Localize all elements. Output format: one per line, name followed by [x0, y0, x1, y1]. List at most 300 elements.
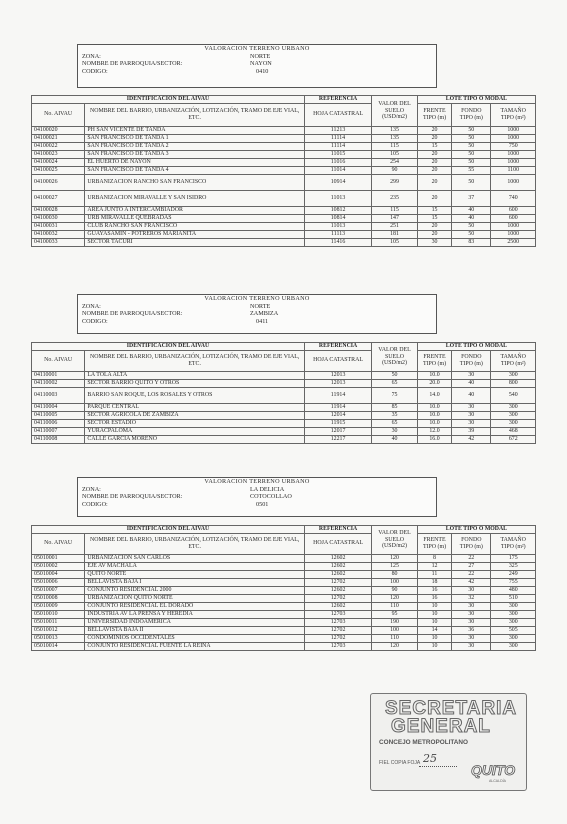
- table-row: [32, 562, 536, 570]
- hoja-catastral: 12013: [304, 379, 371, 387]
- hoja-catastral-header: HOJA CATASTRAL: [304, 533, 371, 554]
- tamano-tipo: 1100: [491, 166, 536, 174]
- frente-tipo: 10.0: [417, 411, 451, 419]
- valor-suelo: 100: [372, 626, 418, 634]
- nombre-header: NOMBRE DEL BARRIO, URBANIZACIÓN, LOTIZACIÓN, TRAMO DE EJE VIAL, ETC.: [85, 533, 305, 554]
- hoja-catastral: 12703: [304, 642, 371, 650]
- valor-suelo: 251: [372, 222, 418, 230]
- tamano-tipo: 1000: [491, 174, 536, 190]
- frente-tipo: 10.0: [417, 371, 451, 379]
- fondo-tipo: 50: [452, 230, 491, 238]
- barrio-name: PARQUE CENTRAL: [85, 403, 305, 411]
- tamano-tipo: 2500: [491, 238, 536, 246]
- barrio-name: BELLAVISTA BAJA I: [85, 578, 305, 586]
- frente-tipo: 20: [417, 174, 451, 190]
- fondo-tipo: 39: [452, 427, 491, 435]
- codigo-value: 0411: [256, 317, 269, 325]
- hoja-catastral: 12702: [304, 594, 371, 602]
- tamano-tipo: 300: [491, 411, 536, 419]
- hoja-catastral: 12703: [304, 618, 371, 626]
- table-row: [32, 554, 536, 562]
- aivau-code: 05010002: [32, 562, 85, 570]
- frente-tipo: 16.0: [417, 435, 451, 443]
- no-aivau-header: No. AIVAU: [32, 103, 85, 126]
- tamano-tipo: 672: [491, 435, 536, 443]
- fondo-tipo: 36: [452, 626, 491, 634]
- valor-suelo: 105: [372, 150, 418, 158]
- aivau-code: 04110003: [32, 387, 85, 403]
- frente-tipo: 12.0: [417, 427, 451, 435]
- zona-label: ZONA:: [82, 302, 101, 310]
- no-aivau-header: No. AIVAU: [32, 350, 85, 371]
- table-row: [32, 174, 536, 190]
- barrio-name: CONJUNTO RESIDENCIAL FUENTE LA REINA: [85, 642, 305, 650]
- aivau-code: 04100031: [32, 222, 85, 230]
- aivau-code: 05010014: [32, 642, 85, 650]
- aivau-code: 04110001: [32, 371, 85, 379]
- hoja-catastral: 12013: [304, 371, 371, 379]
- table-row: [32, 126, 536, 134]
- table-row: [32, 238, 536, 246]
- valor-suelo: 125: [372, 562, 418, 570]
- fondo-tipo: 42: [452, 578, 491, 586]
- barrio-name: LA TOLA ALTA: [85, 371, 305, 379]
- parroquia-label: NOMBRE DE PARROQUIA/SECTOR:: [82, 60, 183, 68]
- parroquia-label: NOMBRE DE PARROQUIA/SECTOR:: [82, 493, 183, 501]
- section-title: VALORACION TERRENO URBANO: [204, 45, 310, 52]
- tamano-tipo: 1000: [491, 222, 536, 230]
- aivau-code: 05010012: [32, 626, 85, 634]
- hoja-catastral: 10812: [304, 206, 371, 214]
- valor-suelo: 120: [372, 554, 418, 562]
- barrio-name: URBANIZACION SAN CARLOS: [85, 554, 305, 562]
- fondo-tipo: 27: [452, 562, 491, 570]
- valor-suelo: 147: [372, 214, 418, 222]
- hoja-catastral: 10814: [304, 214, 371, 222]
- quito-logo: QUITO: [471, 762, 516, 778]
- barrio-name: YURACPALOMA: [85, 427, 305, 435]
- frente-tipo: 8: [417, 554, 451, 562]
- valor-suelo: 235: [372, 190, 418, 206]
- hoja-catastral: 12702: [304, 626, 371, 634]
- ident-header: IDENTIFICACION DEL AIVAU: [32, 343, 305, 351]
- fondo-tipo: 30: [452, 586, 491, 594]
- valor-suelo: 95: [372, 610, 418, 618]
- tamano-tipo: 300: [491, 371, 536, 379]
- barrio-name: PH SAN VICENTE DE TANDA: [85, 126, 305, 134]
- aivau-code: 04110007: [32, 427, 85, 435]
- table-row: [32, 602, 536, 610]
- fondo-tipo: 40: [452, 379, 491, 387]
- hoja-catastral: 11015: [304, 150, 371, 158]
- frente-tipo: 15: [417, 206, 451, 214]
- table-row: [32, 578, 536, 586]
- barrio-name: CONJUNTO RESIDENCIAL 2000: [85, 586, 305, 594]
- hoja-catastral: 11915: [304, 419, 371, 427]
- tamano-tipo: 300: [491, 634, 536, 642]
- aivau-code: 04100033: [32, 238, 85, 246]
- table-row: [32, 419, 536, 427]
- table-row: [32, 570, 536, 578]
- barrio-name: CALLE GARCIA MORENO: [85, 435, 305, 443]
- table-row: [32, 134, 536, 142]
- fondo-tipo: 30: [452, 634, 491, 642]
- hoja-catastral: 12703: [304, 610, 371, 618]
- fondo-tipo: 30: [452, 403, 491, 411]
- hoja-catastral: 11014: [304, 166, 371, 174]
- hoja-catastral: 11114: [304, 134, 371, 142]
- barrio-name: SAN FRANCISCO DE TANDA 2: [85, 142, 305, 150]
- barrio-name: EL HUERTO DE NAYON: [85, 158, 305, 166]
- aivau-code: 05010006: [32, 578, 85, 586]
- fondo-tipo: 22: [452, 554, 491, 562]
- barrio-name: EJE AV MACHALA: [85, 562, 305, 570]
- tamano-tipo: 505: [491, 626, 536, 634]
- hoja-catastral: 11213: [304, 126, 371, 134]
- fondo-tipo: 30: [452, 411, 491, 419]
- frente-tipo: 10: [417, 610, 451, 618]
- valor-suelo: 190: [372, 618, 418, 626]
- valor-suelo: 85: [372, 403, 418, 411]
- aivau-code: 05010009: [32, 602, 85, 610]
- aivau-code: 05010001: [32, 554, 85, 562]
- barrio-name: CONJUNTO RESIDENCIAL EL DORADO: [85, 602, 305, 610]
- zona-value: LA DELICIA: [250, 485, 285, 493]
- valor-suelo: 120: [372, 642, 418, 650]
- referencia-header: REFERENCIA: [304, 343, 371, 351]
- hoja-catastral: 12702: [304, 578, 371, 586]
- aivau-code: 04110008: [32, 435, 85, 443]
- barrio-name: INDUSTRIA AV LA PRENSA Y HEREDIA: [85, 610, 305, 618]
- stamp-foja-line: [419, 766, 457, 767]
- aivau-code: 04100026: [32, 174, 85, 190]
- table-row: [32, 230, 536, 238]
- aivau-code: 05010007: [32, 586, 85, 594]
- fondo-tipo: 30: [452, 419, 491, 427]
- frente-header: FRENTE TIPO (m): [417, 103, 451, 126]
- valor-suelo: 90: [372, 166, 418, 174]
- tamano-tipo: 300: [491, 602, 536, 610]
- zona-value: NORTE: [250, 52, 271, 60]
- frente-tipo: 20: [417, 126, 451, 134]
- valor-header: VALOR DEL SUELO (USD/m2): [372, 526, 418, 555]
- table-row: [32, 427, 536, 435]
- hoja-catastral: 11914: [304, 403, 371, 411]
- hoja-catastral: 12602: [304, 570, 371, 578]
- frente-tipo: 15: [417, 214, 451, 222]
- tamano-tipo: 755: [491, 578, 536, 586]
- fondo-tipo: 55: [452, 166, 491, 174]
- fondo-tipo: 83: [452, 238, 491, 246]
- tamano-tipo: 740: [491, 190, 536, 206]
- hoja-catastral: 12014: [304, 411, 371, 419]
- frente-tipo: 20: [417, 134, 451, 142]
- table-row: [32, 610, 536, 618]
- valor-suelo: 115: [372, 142, 418, 150]
- parroquia-value: NAYON: [250, 60, 272, 68]
- barrio-name: SAN FRANCISCO DE TANDA 4: [85, 166, 305, 174]
- aivau-code: 04100024: [32, 158, 85, 166]
- tamano-header: TAMAÑO TIPO (m²): [491, 103, 536, 126]
- quito-logo-sub: ALCALDÍA: [489, 779, 506, 783]
- barrio-name: SAN FRANCISCO DE TANDA 3: [85, 150, 305, 158]
- tamano-tipo: 600: [491, 214, 536, 222]
- barrio-name: SECTOR ESTADIO: [85, 419, 305, 427]
- hoja-catastral: 12602: [304, 586, 371, 594]
- valor-suelo: 75: [372, 387, 418, 403]
- section-header-zambiza: [77, 294, 437, 334]
- hoja-catastral: 11013: [304, 190, 371, 206]
- fondo-header: FONDO TIPO (m): [452, 103, 491, 126]
- barrio-name: SECTOR AGRICOLA DE ZAMBIZA: [85, 411, 305, 419]
- section-header-nayon: [77, 44, 437, 88]
- frente-header: FRENTE TIPO (m): [417, 350, 451, 371]
- fondo-header: FONDO TIPO (m): [452, 533, 491, 554]
- tamano-tipo: 300: [491, 618, 536, 626]
- table-row: [32, 166, 536, 174]
- frente-tipo: 20: [417, 190, 451, 206]
- frente-tipo: 20: [417, 150, 451, 158]
- valuation-table-zambiza: [31, 342, 536, 444]
- referencia-header: REFERENCIA: [304, 96, 371, 104]
- tamano-tipo: 540: [491, 387, 536, 403]
- zona-label: ZONA:: [82, 485, 101, 493]
- valor-suelo: 110: [372, 602, 418, 610]
- aivau-code: 05010010: [32, 610, 85, 618]
- tamano-tipo: 1000: [491, 134, 536, 142]
- aivau-code: 04100023: [32, 150, 85, 158]
- hoja-catastral: 11016: [304, 158, 371, 166]
- aivau-code: 04100020: [32, 126, 85, 134]
- fondo-tipo: 40: [452, 206, 491, 214]
- tamano-tipo: 300: [491, 419, 536, 427]
- barrio-name: URBANIZACION QUITO NORTE: [85, 594, 305, 602]
- valor-suelo: 30: [372, 427, 418, 435]
- table-row: [32, 158, 536, 166]
- fondo-tipo: 50: [452, 150, 491, 158]
- barrio-name: UNIVERSIDAD INDOAMERICA: [85, 618, 305, 626]
- nombre-header: NOMBRE DEL BARRIO, URBANIZACIÓN, LOTIZACIÓN, TRAMO DE EJE VIAL, ETC.: [85, 350, 305, 371]
- ident-header: IDENTIFICACION DEL AIVAU: [32, 96, 305, 104]
- aivau-code: 04100022: [32, 142, 85, 150]
- aivau-code: 04100028: [32, 206, 85, 214]
- tamano-header: TAMAÑO TIPO (m²): [491, 350, 536, 371]
- fondo-tipo: 40: [452, 387, 491, 403]
- valor-suelo: 50: [372, 371, 418, 379]
- fondo-tipo: 50: [452, 158, 491, 166]
- tamano-tipo: 468: [491, 427, 536, 435]
- hoja-catastral: 12602: [304, 602, 371, 610]
- tamano-tipo: 300: [491, 403, 536, 411]
- hoja-catastral: 11013: [304, 222, 371, 230]
- ident-header: IDENTIFICACION DEL AIVAU: [32, 526, 305, 534]
- frente-tipo: 16: [417, 586, 451, 594]
- table-row: [32, 642, 536, 650]
- valor-suelo: 80: [372, 570, 418, 578]
- codigo-value: 0410: [256, 67, 269, 75]
- valor-suelo: 35: [372, 411, 418, 419]
- frente-tipo: 20: [417, 166, 451, 174]
- valuation-table-cotocollao: [31, 525, 536, 651]
- valor-suelo: 65: [372, 419, 418, 427]
- aivau-code: 05010013: [32, 634, 85, 642]
- valor-suelo: 135: [372, 134, 418, 142]
- fondo-tipo: 30: [452, 618, 491, 626]
- frente-tipo: 18: [417, 578, 451, 586]
- zona-value: NORTE: [250, 302, 271, 310]
- aivau-code: 04100027: [32, 190, 85, 206]
- frente-tipo: 10: [417, 634, 451, 642]
- valor-suelo: 65: [372, 379, 418, 387]
- valor-suelo: 105: [372, 238, 418, 246]
- section-title: VALORACION TERRENO URBANO: [204, 295, 310, 302]
- frente-tipo: 10: [417, 618, 451, 626]
- barrio-name: BARRIO SAN ROQUE, LOS ROSALES Y OTROS: [85, 387, 305, 403]
- frente-tipo: 20.0: [417, 379, 451, 387]
- valor-suelo: 254: [372, 158, 418, 166]
- hoja-catastral-header: HOJA CATASTRAL: [304, 103, 371, 126]
- frente-tipo: 30: [417, 238, 451, 246]
- barrio-name: SECTOR TACURI: [85, 238, 305, 246]
- hoja-catastral: 12217: [304, 435, 371, 443]
- table-row: [32, 379, 536, 387]
- section-header-cotocollao: [77, 477, 437, 517]
- fondo-tipo: 22: [452, 570, 491, 578]
- table-row: [32, 142, 536, 150]
- tamano-tipo: 325: [491, 562, 536, 570]
- valor-suelo: 181: [372, 230, 418, 238]
- hoja-catastral-header: HOJA CATASTRAL: [304, 350, 371, 371]
- nombre-header: NOMBRE DEL BARRIO, URBANIZACIÓN, LOTIZACIÓN, TRAMO DE EJE VIAL, ETC.: [85, 103, 305, 126]
- barrio-name: SAN FRANCISCO DE TANDA 1: [85, 134, 305, 142]
- barrio-name: CONDOMINIOS OCCIDENTALES: [85, 634, 305, 642]
- fondo-tipo: 32: [452, 594, 491, 602]
- table-row: [32, 403, 536, 411]
- stamp-line1: SECRETARIA: [385, 698, 518, 719]
- aivau-code: 04100021: [32, 134, 85, 142]
- fondo-header: FONDO TIPO (m): [452, 350, 491, 371]
- aivau-code: 05010011: [32, 618, 85, 626]
- codigo-value: 0501: [256, 500, 269, 508]
- frente-tipo: 10: [417, 642, 451, 650]
- fondo-tipo: 37: [452, 190, 491, 206]
- fondo-tipo: 30: [452, 602, 491, 610]
- tamano-tipo: 175: [491, 554, 536, 562]
- tamano-tipo: 1000: [491, 230, 536, 238]
- table-row: [32, 222, 536, 230]
- valuation-table-nayon: [31, 95, 536, 247]
- valor-header: VALOR DEL SUELO (USD/m2): [372, 343, 418, 372]
- secretaria-general-stamp: [370, 693, 527, 791]
- table-row: [32, 387, 536, 403]
- table-row: [32, 594, 536, 602]
- fondo-tipo: 42: [452, 435, 491, 443]
- stamp-line2: GENERAL: [391, 716, 491, 737]
- table-row: [32, 206, 536, 214]
- table-row: [32, 586, 536, 594]
- parroquia-value: ZAMBIZA: [250, 310, 279, 318]
- valor-header: VALOR DEL SUELO (USD/m2): [372, 96, 418, 127]
- valor-suelo: 120: [372, 594, 418, 602]
- codigo-label: CODIGO:: [82, 67, 108, 75]
- frente-header: FRENTE TIPO (m): [417, 533, 451, 554]
- tamano-tipo: 1000: [491, 126, 536, 134]
- aivau-code: 04100025: [32, 166, 85, 174]
- frente-tipo: 16: [417, 594, 451, 602]
- valor-suelo: 110: [372, 634, 418, 642]
- lote-header: LOTE TIPO O MODAL: [417, 343, 535, 351]
- barrio-name: QUITO NORTE: [85, 570, 305, 578]
- tamano-header: TAMAÑO TIPO (m²): [491, 533, 536, 554]
- parroquia-value: COTOCOLLAO: [250, 493, 292, 501]
- hoja-catastral: 11416: [304, 238, 371, 246]
- codigo-label: CODIGO:: [82, 317, 108, 325]
- table-row: [32, 371, 536, 379]
- hoja-catastral: 12602: [304, 562, 371, 570]
- tamano-tipo: 800: [491, 379, 536, 387]
- barrio-name: AREA JUNTO A INTERCAMBIADOR: [85, 206, 305, 214]
- fondo-tipo: 30: [452, 610, 491, 618]
- valor-suelo: 90: [372, 586, 418, 594]
- hoja-catastral: 12017: [304, 427, 371, 435]
- hoja-catastral: 11113: [304, 230, 371, 238]
- hoja-catastral: 12702: [304, 634, 371, 642]
- tamano-tipo: 300: [491, 610, 536, 618]
- barrio-name: GUAYASAMIN - POTREROS MARIANITA: [85, 230, 305, 238]
- aivau-code: 04100032: [32, 230, 85, 238]
- frente-tipo: 10.0: [417, 403, 451, 411]
- hoja-catastral: 10914: [304, 174, 371, 190]
- table-row: [32, 214, 536, 222]
- tamano-tipo: 750: [491, 142, 536, 150]
- frente-tipo: 11: [417, 570, 451, 578]
- fondo-tipo: 50: [452, 222, 491, 230]
- hoja-catastral: 12602: [304, 554, 371, 562]
- barrio-name: URB MIRAVALLE QUEBRADAS: [85, 214, 305, 222]
- fondo-tipo: 40: [452, 214, 491, 222]
- zona-label: ZONA:: [82, 52, 101, 60]
- frente-tipo: 12: [417, 562, 451, 570]
- valor-suelo: 135: [372, 126, 418, 134]
- valor-suelo: 299: [372, 174, 418, 190]
- barrio-name: CLUB RANCHO SAN FRANCISCO: [85, 222, 305, 230]
- valor-suelo: 115: [372, 206, 418, 214]
- tamano-tipo: 300: [491, 642, 536, 650]
- valor-suelo: 100: [372, 578, 418, 586]
- stamp-foja-number: 25: [423, 752, 437, 765]
- codigo-label: CODIGO:: [82, 500, 108, 508]
- referencia-header: REFERENCIA: [304, 526, 371, 534]
- tamano-tipo: 480: [491, 586, 536, 594]
- lote-header: LOTE TIPO O MODAL: [417, 526, 535, 534]
- frente-tipo: 20: [417, 158, 451, 166]
- stamp-fiel-copia: FIEL COPIA FOJA: [379, 760, 421, 766]
- aivau-code: 05010004: [32, 570, 85, 578]
- table-row: [32, 618, 536, 626]
- aivau-code: 04100030: [32, 214, 85, 222]
- hoja-catastral: 11114: [304, 142, 371, 150]
- table-row: [32, 634, 536, 642]
- barrio-name: BELLAVISTA BAJA II: [85, 626, 305, 634]
- stamp-line3: CONCEJO METROPOLITANO: [379, 739, 468, 746]
- fondo-tipo: 50: [452, 174, 491, 190]
- frente-tipo: 15: [417, 142, 451, 150]
- table-row: [32, 150, 536, 158]
- lote-header: LOTE TIPO O MODAL: [417, 96, 535, 104]
- frente-tipo: 10.0: [417, 419, 451, 427]
- frente-tipo: 14: [417, 626, 451, 634]
- tamano-tipo: 249: [491, 570, 536, 578]
